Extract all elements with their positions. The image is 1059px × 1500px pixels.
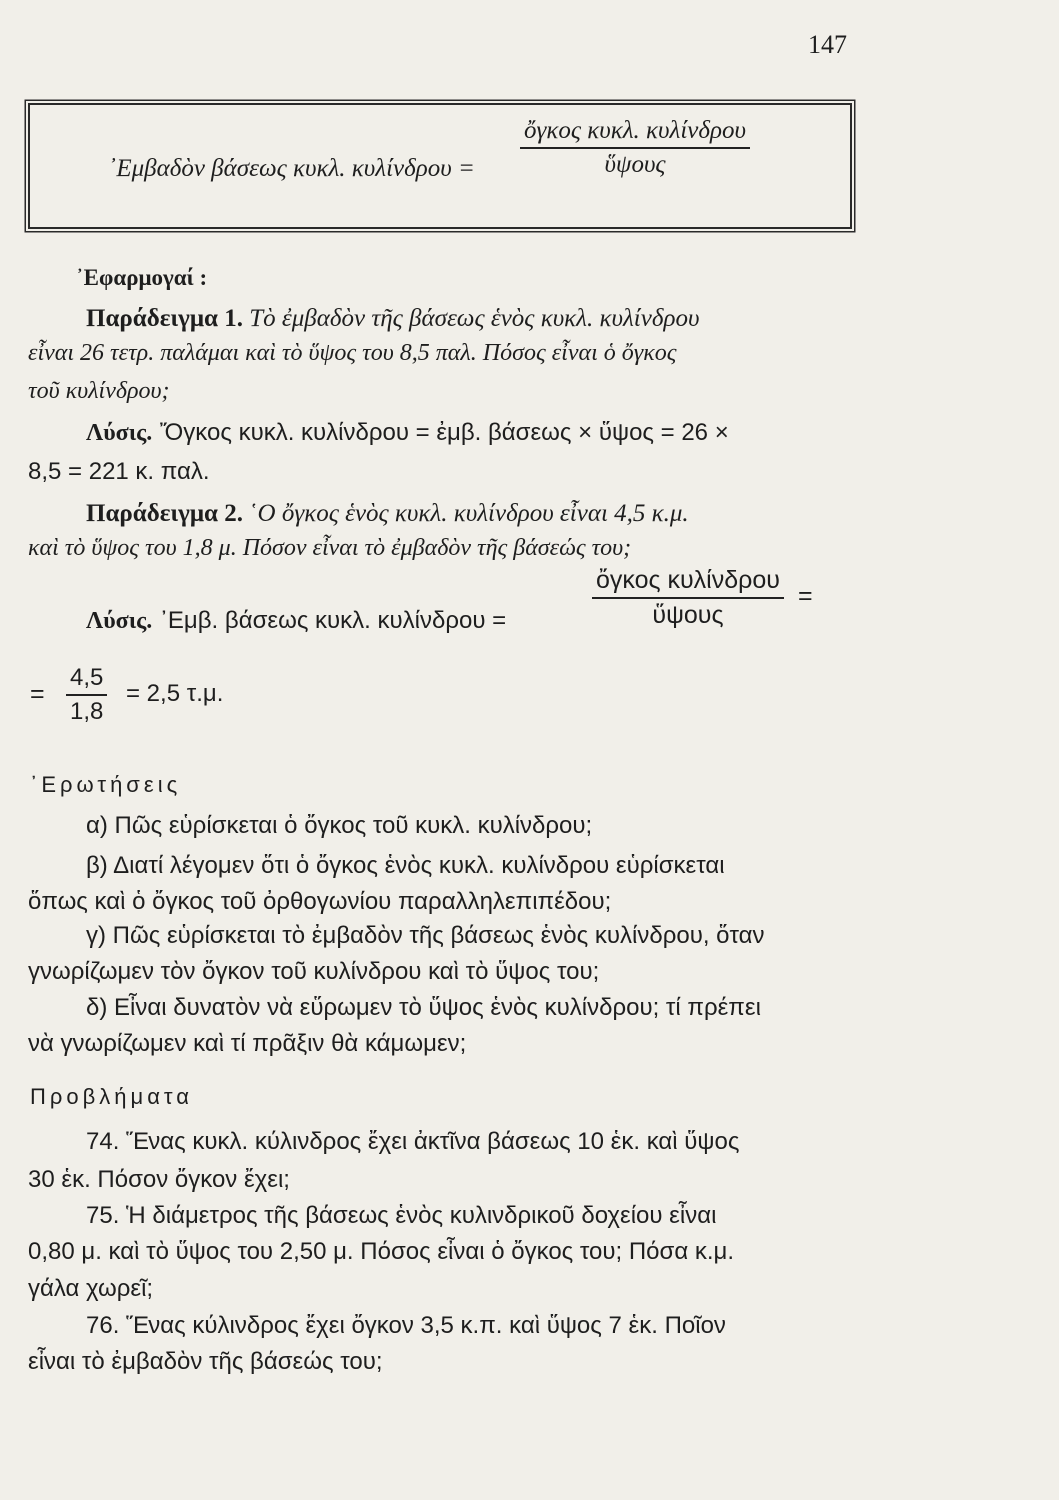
example1-line2: εἶναι 26 τετρ. παλάμαι καὶ τὸ ὕψος του 8,5 παλ. Πόσος εἶναι ὁ ὄγκος bbox=[28, 340, 677, 366]
example2-result-value: = 2,5 τ.μ. bbox=[126, 680, 224, 707]
formula-fraction bbox=[520, 117, 750, 179]
example1-solution-label: Λύσις. bbox=[86, 420, 153, 446]
problem-74-line2: 30 ἑκ. Πόσον ὄγκον ἔχει; bbox=[28, 1166, 290, 1193]
example2-result-numerator: 4,5 bbox=[66, 664, 107, 696]
formula-lhs: ᾿Εμβαδὸν βάσεως κυκλ. κυλίνδρου = bbox=[108, 155, 475, 182]
example1-solution-text: Ὄγκος κυκλ. κυλίνδρου = ἐμβ. βάσεως × ὕψος = 26 × bbox=[159, 419, 729, 446]
problem-76-line1: 76. Ἕνας κύλινδρος ἔχει ὄγκον 3,5 κ.π. καὶ ὕψος 7 ἑκ. Ποῖον bbox=[86, 1312, 726, 1339]
page-number: 147 bbox=[808, 30, 847, 59]
formula-numerator: ὄγκος κυκλ. κυλίνδρου bbox=[520, 117, 750, 149]
example2-line1 bbox=[86, 500, 689, 528]
problem-75-line3: γάλα χωρεῖ; bbox=[28, 1275, 154, 1302]
problem-75-line2: 0,80 μ. καὶ τὸ ὕψος του 2,50 μ. Πόσος εἶναι ὁ ὄγκος του; Πόσα κ.μ. bbox=[28, 1238, 735, 1265]
example2-solution-label: Λύσις. bbox=[86, 608, 153, 634]
formula-box bbox=[28, 103, 852, 229]
problem-76-line2: εἶναι τὸ ἐμβαδὸν τῆς βάσεώς του; bbox=[28, 1348, 383, 1375]
example2-label: Παράδειγμα 2. bbox=[86, 500, 243, 527]
problem-74-line1: 74. Ἕνας κυκλ. κύλινδρος ἔχει ἀκτῖνα βάσεως 10 ἑκ. καὶ ὕψος bbox=[86, 1128, 740, 1155]
example2-solution-lhs: ᾿Εμβ. βάσεως κυκλ. κυλίνδρου = bbox=[159, 607, 507, 634]
example2-text1: ῾Ο ὄγκος ἑνὸς κυκλ. κυλίνδρου εἶναι 4,5 κ.μ. bbox=[249, 500, 689, 527]
problems-heading: Προβλήματα bbox=[30, 1084, 194, 1109]
formula-denominator: ὕψους bbox=[604, 151, 666, 178]
example2-solution-denominator: ὕψους bbox=[652, 601, 724, 629]
applications-heading: ᾿Εφαρμογαί : bbox=[76, 265, 208, 290]
example1-line1 bbox=[86, 305, 699, 333]
example2-result-fraction bbox=[66, 664, 107, 726]
questions-heading: ᾿Ερωτήσεις bbox=[30, 772, 182, 797]
question-c-line1: γ) Πῶς εὑρίσκεται τὸ ἐμβαδὸν τῆς βάσεως ἑνὸς κυλίνδρου, ὅταν bbox=[86, 922, 765, 949]
question-a: α) Πῶς εὑρίσκεται ὁ ὄγκος τοῦ κυκλ. κυλίνδρου; bbox=[86, 812, 593, 839]
example1-solution bbox=[86, 418, 729, 447]
question-c-line2: γνωρίζωμεν τὸν ὄγκον τοῦ κυλίνδρου καὶ τὸ ὕψος του; bbox=[28, 958, 600, 985]
example2-line2: καὶ τὸ ὕψος του 1,8 μ. Πόσον εἶναι τὸ ἐμβαδὸν τῆς βάσεώς του; bbox=[28, 535, 632, 561]
example1-solution-line2: 8,5 = 221 κ. παλ. bbox=[28, 458, 210, 485]
example2-solution bbox=[86, 606, 506, 635]
example2-solution-numerator: ὄγκος κυλίνδρου bbox=[592, 566, 784, 599]
question-d-line1: δ) Εἶναι δυνατὸν νὰ εὕρωμεν τὸ ὕψος ἑνὸς κυλίνδρου; τί πρέπει bbox=[86, 994, 761, 1021]
example2-solution-fraction bbox=[592, 566, 784, 630]
question-b-line1: β) Διατί λέγομεν ὅτι ὁ ὄγκος ἑνὸς κυκλ. κυλίνδρου εὑρίσκεται bbox=[86, 852, 725, 879]
problem-75-line1: 75. Ἡ διάμετρος τῆς βάσεως ἑνὸς κυλινδρικοῦ δοχείου εἶναι bbox=[86, 1202, 717, 1229]
example2-result-prefix: = bbox=[30, 680, 45, 708]
example1-text1: Τὸ ἐμβαδὸν τῆς βάσεως ἑνὸς κυκλ. κυλίνδρου bbox=[249, 305, 700, 332]
question-d-line2: νὰ γνωρίζωμεν καὶ τί πρᾶξιν θὰ κάμωμεν; bbox=[28, 1030, 467, 1057]
example2-result-denominator: 1,8 bbox=[70, 698, 104, 725]
example1-label: Παράδειγμα 1. bbox=[86, 305, 243, 332]
example2-trailing-equals: = bbox=[798, 582, 813, 610]
example1-line3: τοῦ κυλίνδρου; bbox=[28, 378, 170, 404]
question-b-line2: ὅπως καὶ ὁ ὄγκος τοῦ ὀρθογωνίου παραλληλεπιπέδου; bbox=[28, 888, 612, 915]
